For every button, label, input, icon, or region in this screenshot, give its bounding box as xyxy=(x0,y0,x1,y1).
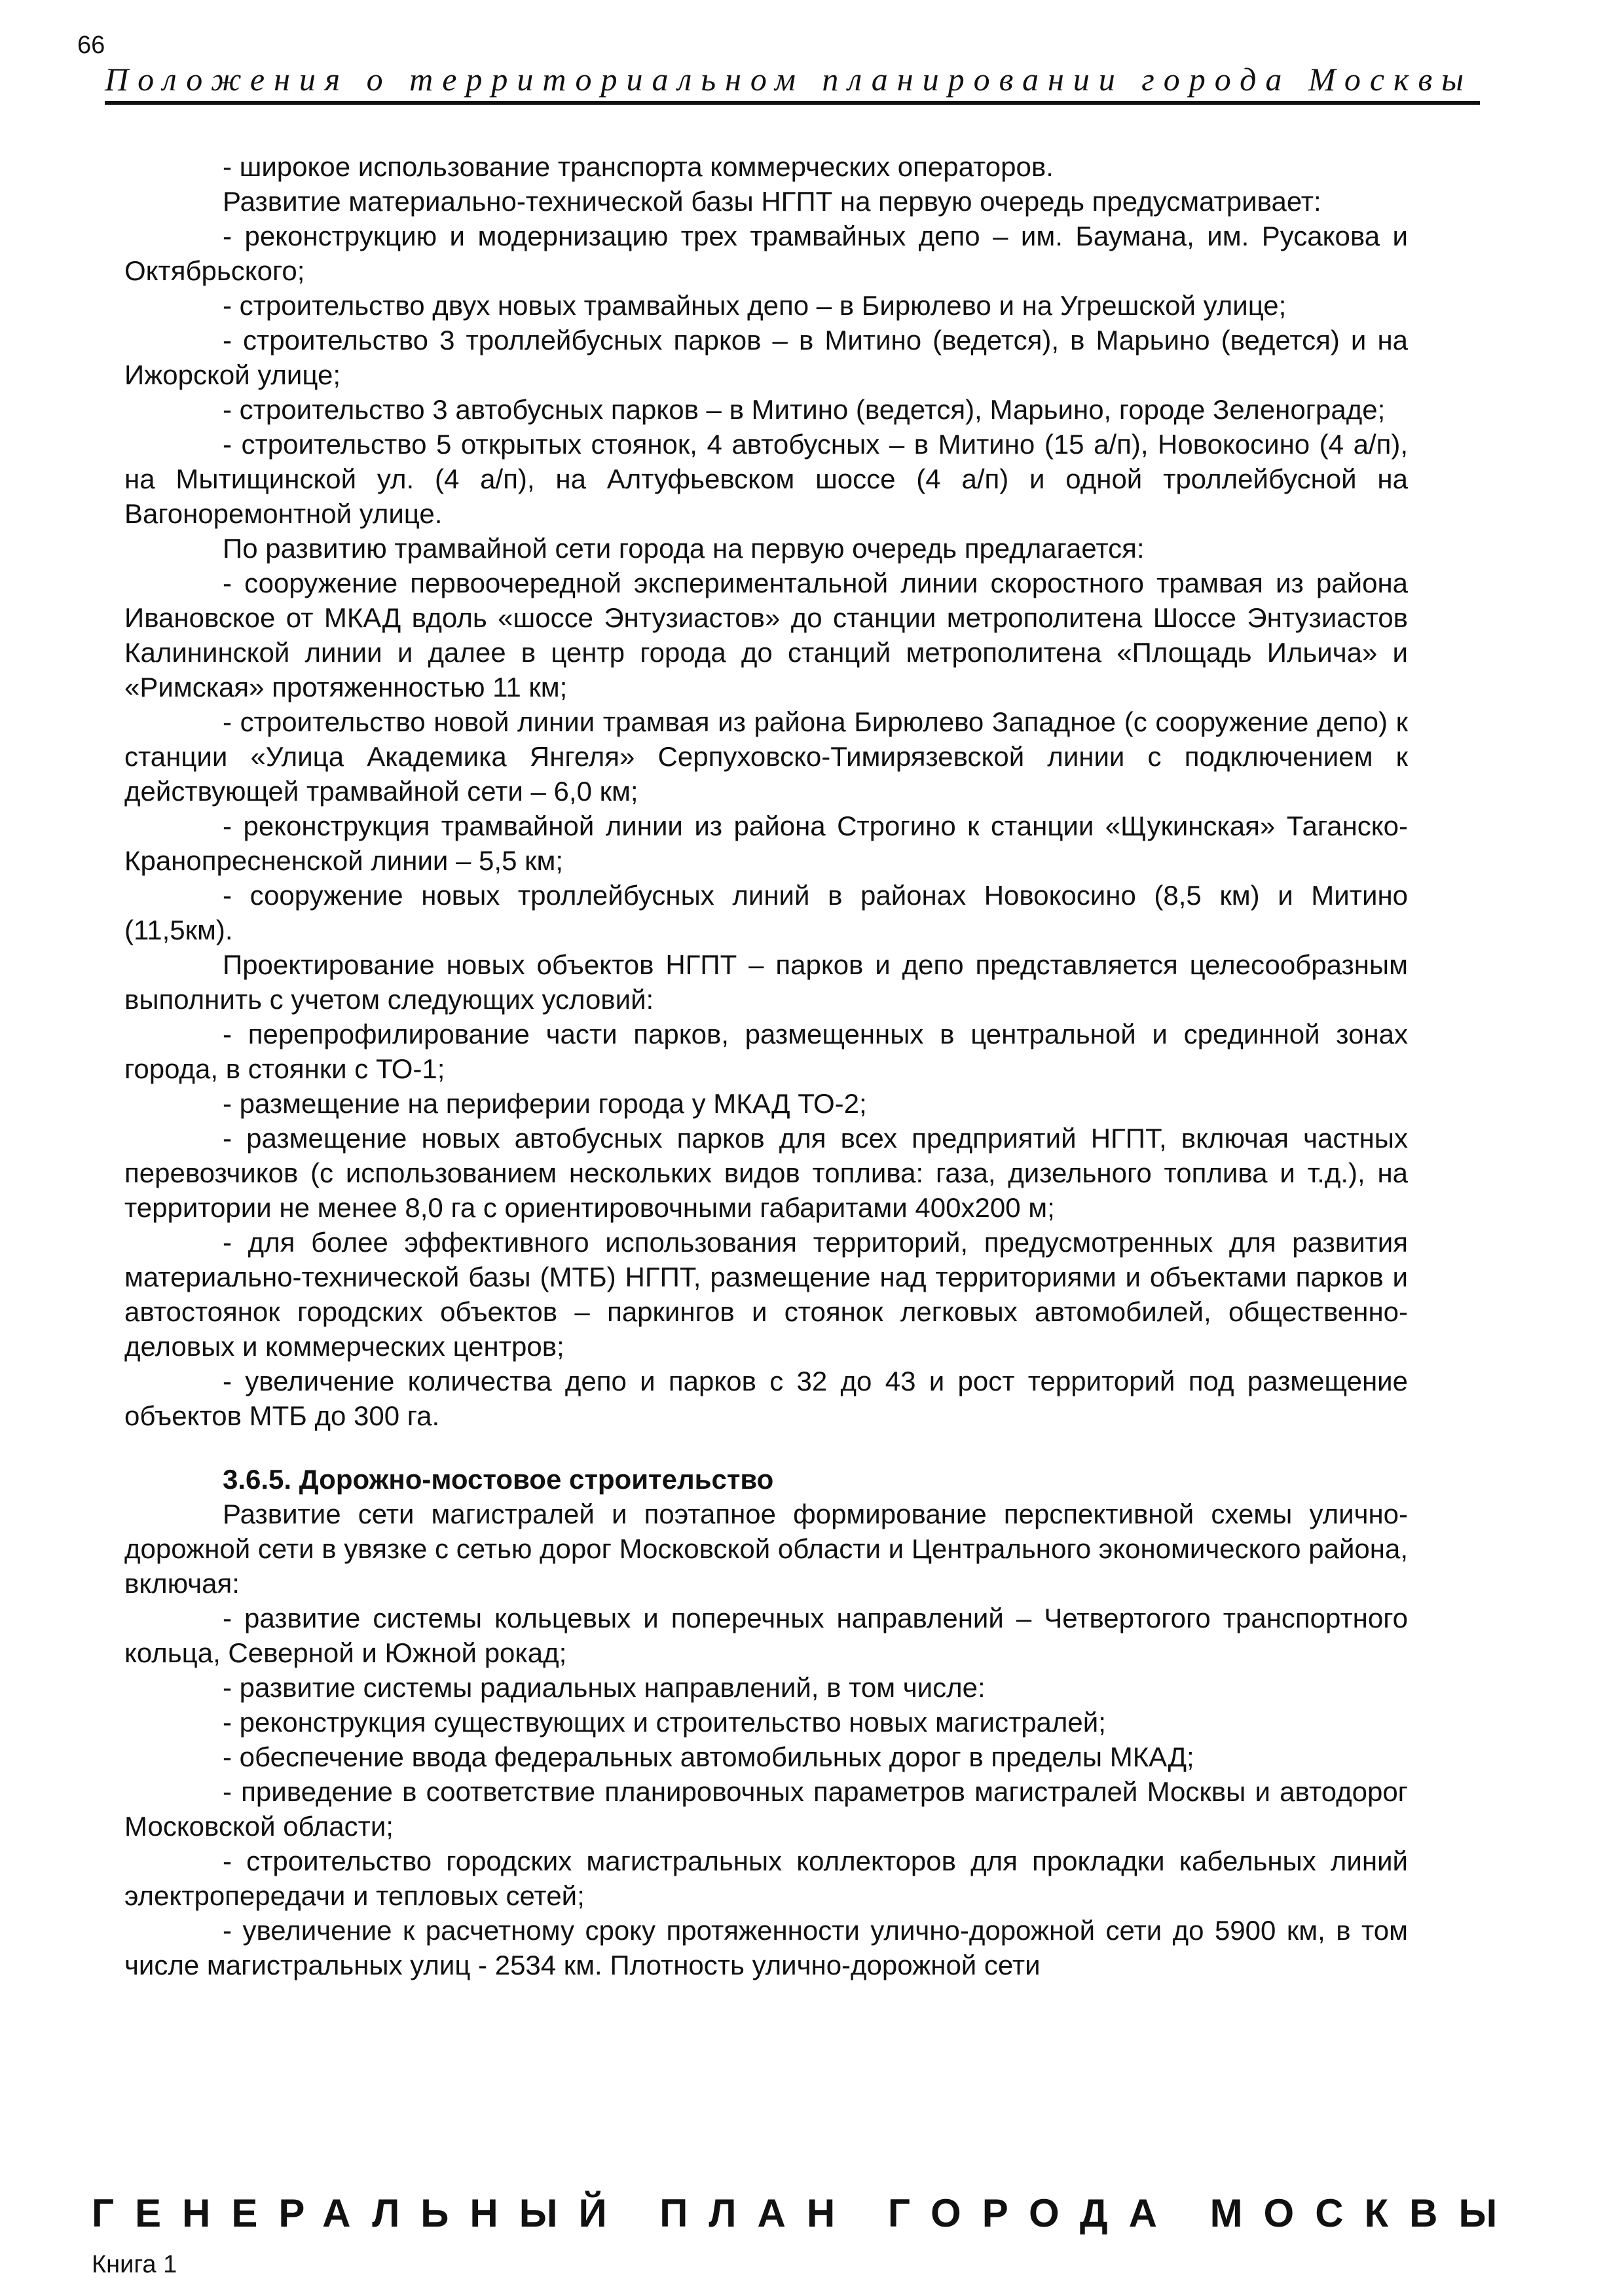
list-item: - размещение на периферии города у МКАД ТО-2; xyxy=(223,1088,867,1119)
list-item: - строительство 5 открытых стоянок, 4 автобусных – в Митино (15 а/п), Новокосино (4 а/п), на Мытищинской ул. (4 а/п), на Алтуфьевском шоссе (4 а/п) и одной троллейбусной на Вагоноремонтной улице. xyxy=(124,429,1408,529)
list-item: - перепрофилирование части парков, размещенных в центральной и срединной зонах города, в стоянки с ТО-1; xyxy=(124,1019,1408,1084)
list-item: - строительство 3 троллейбусных парков – в Митино (ведется), в Марьино (ведется) и на Ижорской улице; xyxy=(124,325,1408,390)
section-heading: 3.6.5. Дорожно-мостовое строительство xyxy=(223,1464,774,1495)
list-item: - размещение новых автобусных парков для всех предприятий НГПТ, включая частных перевозчиков (с использованием нескольких видов топлива: газа, дизельного топлива и т.д.), на территории не менее 8,0 га с ориентировочными габаритами 400х200 м; xyxy=(124,1123,1408,1223)
list-item: - строительство городских магистральных коллекторов для прокладки кабельных линий электропередачи и тепловых сетей; xyxy=(124,1846,1408,1911)
footer-book-label: Книга 1 xyxy=(92,2251,177,2278)
list-item: - реконструкцию и модернизацию трех трамвайных депо – им. Баумана, им. Русакова и Октябрьского; xyxy=(124,221,1408,286)
paragraph: Развитие сети магистралей и поэтапное формирование перспективной схемы улично-дорожной сети в увязке с сетью дорог Московской области и Центрального экономического района, включая: xyxy=(124,1499,1408,1599)
list-item: - развитие системы кольцевых и поперечных направлений – Четвертогого транспортного кольца, Северной и Южной рокад; xyxy=(124,1603,1408,1668)
list-item: - увеличение количества депо и парков с 32 до 43 и рост территорий под размещение объектов МТБ до 300 га. xyxy=(124,1366,1408,1431)
list-item: - реконструкция существующих и строительство новых магистралей; xyxy=(223,1707,1106,1738)
paragraph: По развитию трамвайной сети города на первую очередь предлагается: xyxy=(223,533,1145,564)
list-item: - широкое использование транспорта коммерческих операторов. xyxy=(223,151,1054,182)
list-item: - реконструкция трамвайной линии из района Строгино к станции «Щукинская» Таганско-Кранопресненской линии – 5,5 км; xyxy=(124,811,1408,876)
list-item: - развитие системы радиальных направлений, в том числе: xyxy=(223,1672,986,1703)
list-item: - строительство двух новых трамвайных депо – в Бирюлево и на Угрешской улице; xyxy=(223,290,1287,321)
list-item: - сооружение новых троллейбусных линий в районах Новокосино (8,5 км) и Митино (11,5км). xyxy=(124,880,1408,945)
header-rule xyxy=(105,101,1480,105)
list-item: - увеличение к расчетному сроку протяженности улично-дорожной сети до 5900 км, в том числе магистральных улиц - 2534 км. Плотность улично-дорожной сети xyxy=(124,1915,1408,1980)
footer-title: ГЕНЕРАЛЬНЫЙ ПЛАН ГОРОДА МОСКВЫ xyxy=(92,2191,1519,2235)
list-item: - приведение в соответствие планировочных параметров магистралей Москвы и автодорог Московской области; xyxy=(124,1776,1408,1842)
list-item: - обеспечение ввода федеральных автомобильных дорог в пределы МКАД; xyxy=(223,1741,1194,1772)
paragraph: Проектирование новых объектов НГПТ – парков и депо представляется целесообразным выполнить с учетом следующих условий: xyxy=(124,949,1408,1015)
list-item: - для более эффективного использования территорий, предусмотренных для развития материально-технической базы (МТБ) НГПТ, размещение над территориями и объектами парков и автостоянок городских объектов – паркингов и стоянок легковых автомобилей, общественно-деловых и коммерческих центров; xyxy=(124,1227,1408,1362)
running-header: Положения о территориальном планировании города Москвы xyxy=(105,61,1473,98)
list-item: - строительство 3 автобусных парков – в Митино (ведется), Марьино, городе Зеленограде; xyxy=(223,394,1386,425)
list-item: - строительство новой линии трамвая из района Бирюлево Западное (с сооружение депо) к станции «Улица Академика Янгеля» Серпуховско-Тимирязевской линии с подключением к действующей трамвайной сети – 6,0 км; xyxy=(124,706,1408,807)
paragraph: Развитие материально-технической базы НГПТ на первую очередь предусматривает: xyxy=(223,186,1321,217)
page-number: 66 xyxy=(77,31,105,59)
list-item: - сооружение первоочередной экспериментальной линии скоростного трамвая из района Ивановское от МКАД вдоль «шоссе Энтузиастов» до станции метрополитена Шоссе Энтузиастов Калининской линии и далее в центр города до станций метрополитена «Площадь Ильича» и «Римская» протяженностью 11 км; xyxy=(124,568,1408,702)
document-body xyxy=(124,149,1408,1982)
